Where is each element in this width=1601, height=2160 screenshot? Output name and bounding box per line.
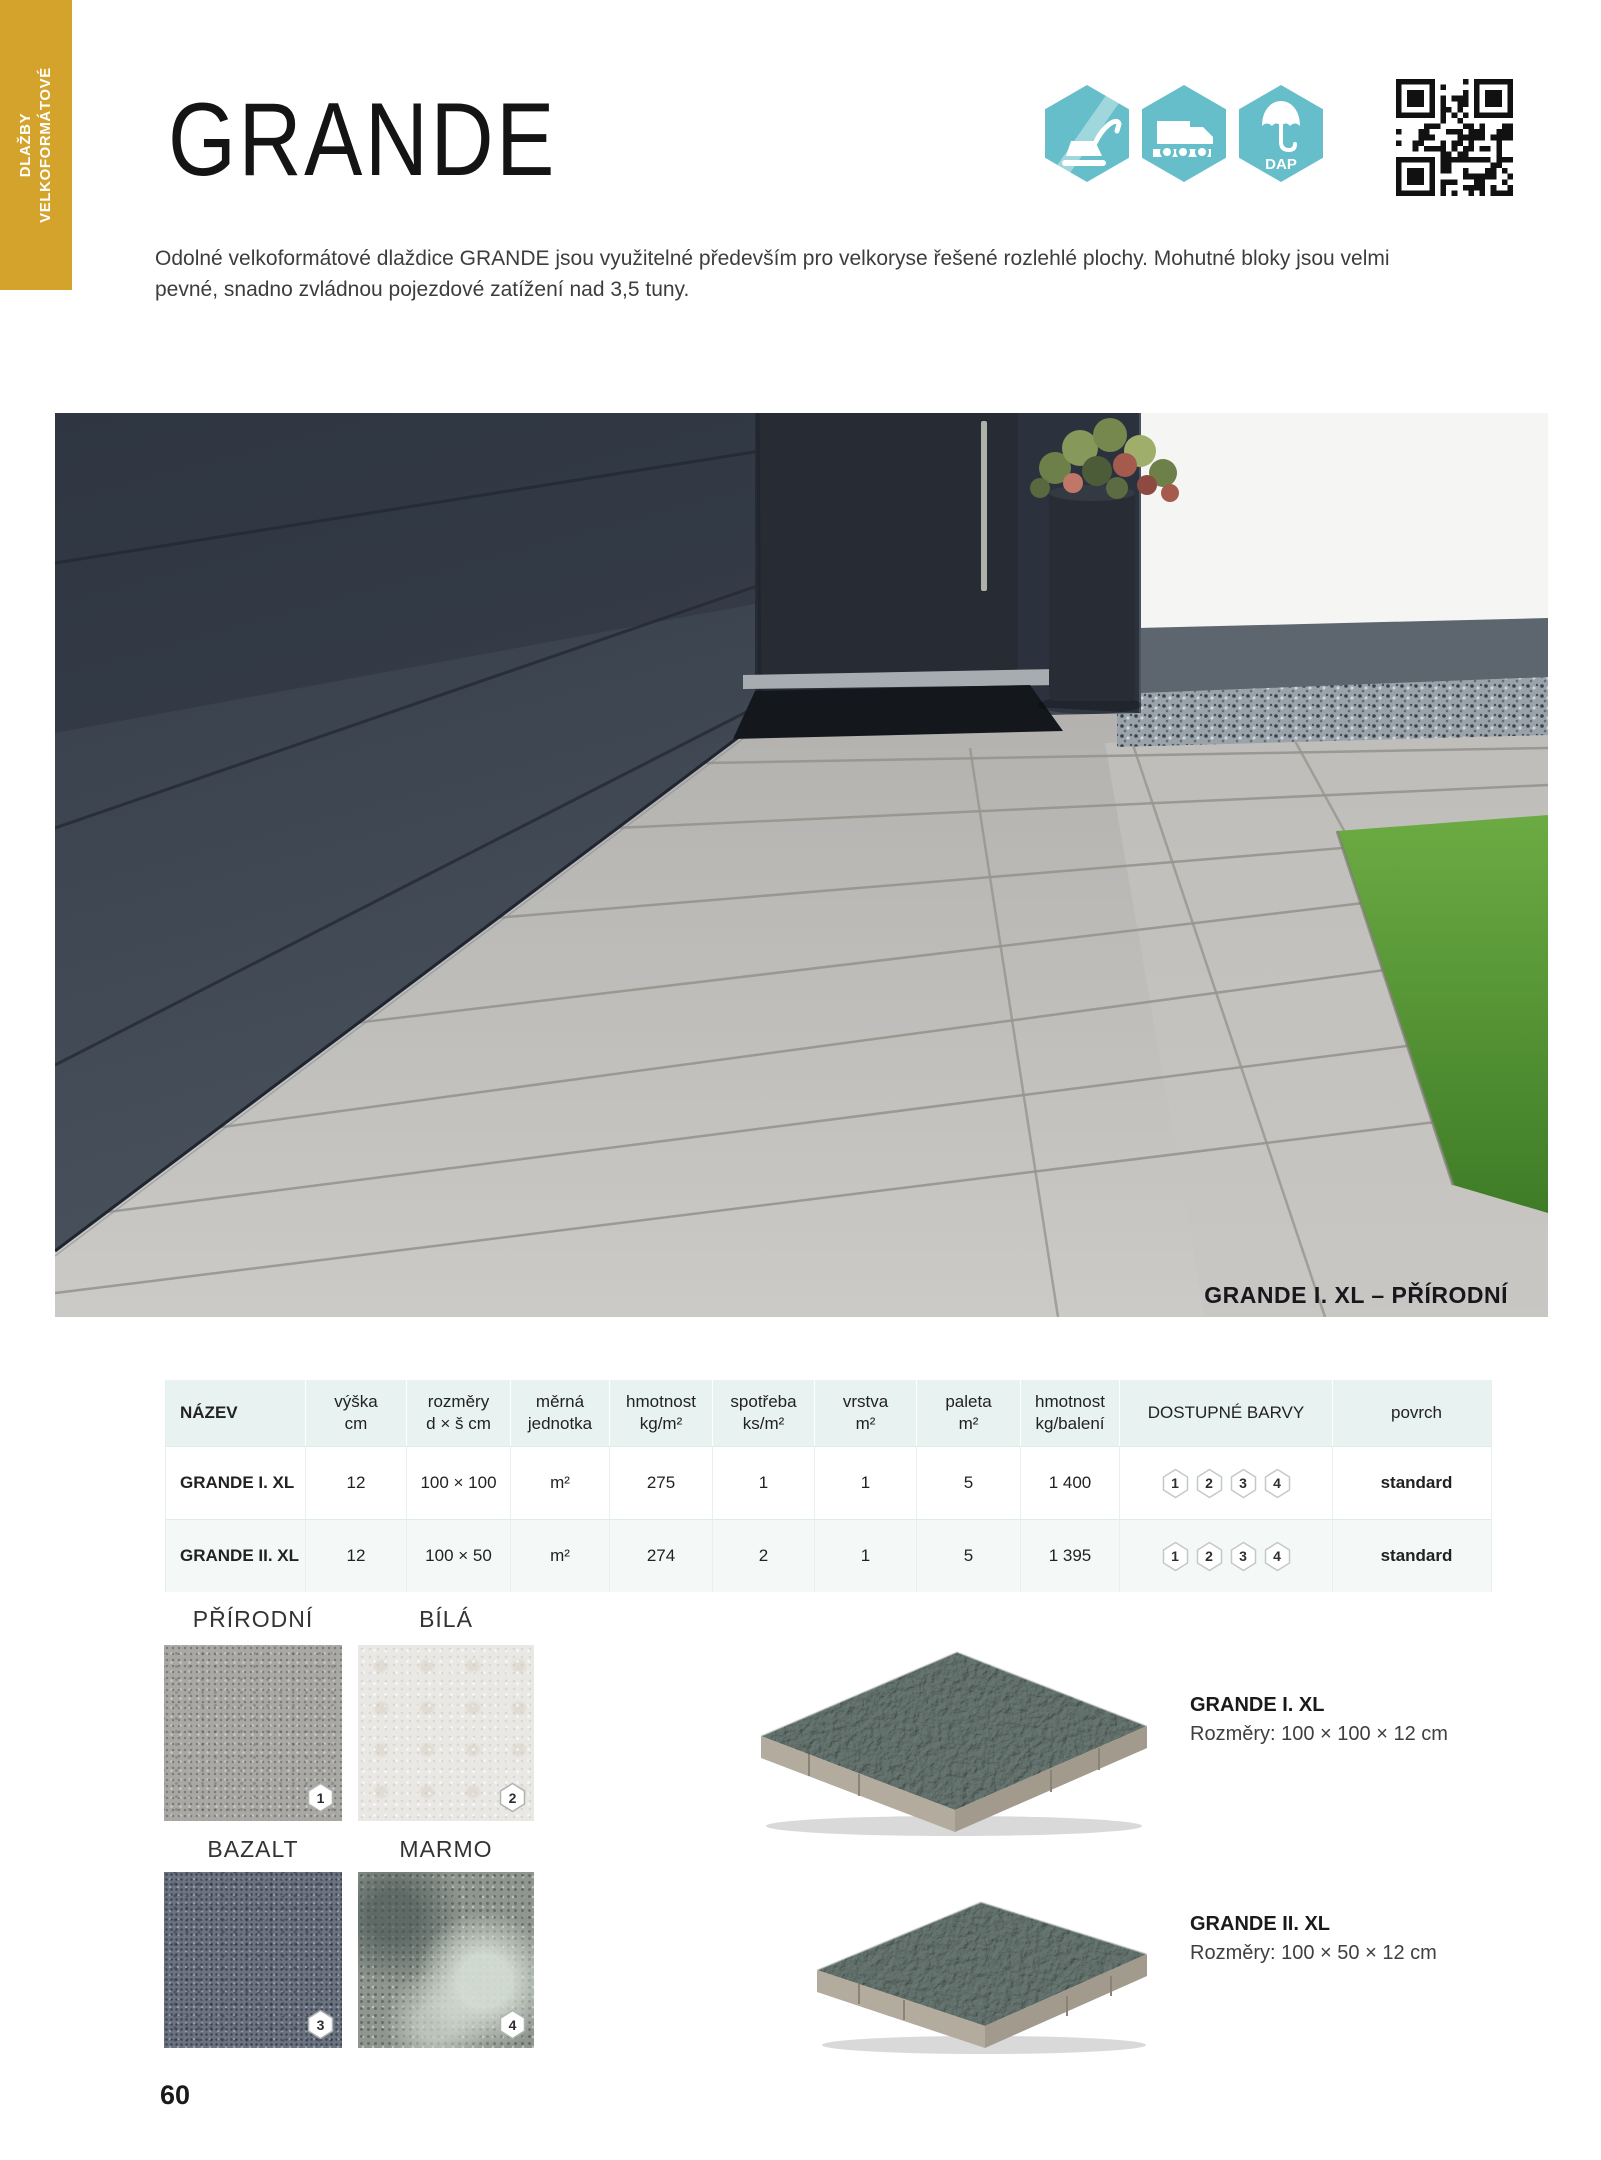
category-tab-line2: VELKOFORMÁTOVÉ: [37, 67, 54, 223]
header-cell-paleta: paleta m²: [917, 1380, 1021, 1446]
intro-text: Odolné velkoformátové dlaždice GRANDE jsou využitelné především pro velkoryse řešené rozlehlé plochy. Mohutné bloky jsou velmi pevné, snadno zvládnou pojezdové zatížení nad 3,5 tuny.: [155, 247, 1390, 301]
cell-hmotnost-baleni: 1 400: [1021, 1447, 1120, 1519]
cell-vrstva: 1: [815, 1447, 917, 1519]
header-cell-vrstva: vrstva m²: [815, 1380, 917, 1446]
cell-merna: m²: [511, 1447, 610, 1519]
swatch-badge: 2: [499, 1782, 526, 1813]
swatch-label-prirodni: PŘÍRODNÍ: [192, 1606, 314, 1632]
category-tab: [0, 0, 72, 290]
cell-name: GRANDE I. XL: [166, 1447, 306, 1519]
color-badge: 1: [1162, 1468, 1189, 1499]
cell-hmotnost: 275: [610, 1447, 713, 1519]
photo-caption: GRANDE I. XL – PŘÍRODNÍ: [1204, 1282, 1508, 1308]
swatch-image-marmo: [358, 1872, 534, 2048]
table-row: [166, 1519, 1491, 1592]
cell-hmotnost: 274: [610, 1520, 713, 1592]
product-image-grande-ii-xl: [809, 1890, 1155, 2067]
swatch-label-bila: BÍLÁ: [419, 1606, 473, 1632]
umbrella-icon: [1239, 85, 1323, 182]
cell-paleta: 5: [917, 1520, 1021, 1592]
swatch-image-prirodni: [164, 1645, 342, 1821]
product-photo: [55, 413, 1548, 1317]
product-name: GRANDE II. XL: [1190, 1913, 1331, 1935]
feature-icon-compactor: [1045, 85, 1129, 182]
product-label-grande-ii-xl: [1190, 1912, 1437, 1966]
swatch-badge: 1: [307, 1782, 334, 1813]
swatch-image-bila: [358, 1645, 534, 1821]
header-cell-dostupne-barvy: DOSTUPNÉ BARVY: [1120, 1380, 1333, 1446]
header-cell-merna-jednotka: měrná jednotka: [511, 1380, 610, 1446]
cell-vyska: 12: [306, 1447, 407, 1519]
swatch-label-bazalt: BAZALT: [207, 1836, 299, 1862]
product-dimensions: Rozměry: 100 × 50 × 12 cm: [1190, 1942, 1437, 1964]
cell-name: GRANDE II. XL: [166, 1520, 306, 1592]
cell-rozmery: 100 × 100: [407, 1447, 511, 1519]
page-title: GRANDE: [168, 82, 557, 198]
header-cell-povrch: povrch: [1390, 1403, 1443, 1422]
plate-compactor-icon: [1045, 85, 1129, 182]
truck-icon: [1142, 85, 1226, 182]
cell-rozmery: 100 × 50: [407, 1520, 511, 1592]
cell-spotreba: 2: [713, 1520, 815, 1592]
product-name: GRANDE I. XL: [1190, 1694, 1325, 1716]
header-cell-nazev: NÁZEV: [166, 1380, 306, 1446]
cell-vrstva: 1: [815, 1520, 917, 1592]
header-cell-hmotnost: hmotnost kg/m²: [610, 1380, 713, 1446]
header-cell-spotreba: spotřeba ks/m²: [713, 1380, 815, 1446]
cell-povrch: standard: [1380, 1473, 1453, 1492]
color-badge: 3: [1230, 1468, 1257, 1499]
cell-hmotnost-baleni: 1 395: [1021, 1520, 1120, 1592]
dap-label: DAP: [1265, 156, 1297, 173]
cell-merna: m²: [511, 1520, 610, 1592]
color-badge: 4: [1264, 1468, 1291, 1499]
swatch-image-bazalt: [164, 1872, 342, 2048]
qr-code: [1396, 79, 1513, 196]
table-row: [166, 1446, 1491, 1519]
page-number: 60: [160, 2080, 191, 2110]
product-label-grande-i-xl: [1190, 1693, 1448, 1747]
color-badge: 4: [1264, 1541, 1291, 1572]
feature-icon-truck: [1142, 85, 1226, 182]
category-tab-line1: DLAŽBY: [17, 112, 34, 178]
cell-barvy: [1120, 1447, 1333, 1519]
color-badge: 1: [1162, 1541, 1189, 1572]
color-badge: 2: [1196, 1541, 1223, 1572]
swatch-badge: 4: [499, 2009, 526, 2040]
feature-icon-weather-dap: [1239, 85, 1323, 182]
header-cell-vyska: výška cm: [306, 1380, 407, 1446]
swatch-badge: 3: [307, 2009, 334, 2040]
product-image-grande-i-xl: [751, 1640, 1155, 1845]
cell-paleta: 5: [917, 1447, 1021, 1519]
color-badge: 2: [1196, 1468, 1223, 1499]
photo-scene: [55, 413, 1548, 1317]
color-badge: 3: [1230, 1541, 1257, 1572]
qr-code-pattern: [1396, 79, 1513, 196]
cell-barvy: [1120, 1520, 1333, 1592]
table-header-row: [166, 1380, 1491, 1446]
cell-spotreba: 1: [713, 1447, 815, 1519]
cell-vyska: 12: [306, 1520, 407, 1592]
header-cell-rozmery: rozměry d × š cm: [407, 1380, 511, 1446]
spec-table: [165, 1380, 1492, 1592]
cell-povrch: standard: [1380, 1546, 1453, 1565]
swatch-label-marmo: MARMO: [399, 1836, 493, 1862]
product-dimensions: Rozměry: 100 × 100 × 12 cm: [1190, 1723, 1448, 1745]
header-cell-hmotnost-baleni: hmotnost kg/balení: [1021, 1380, 1120, 1446]
